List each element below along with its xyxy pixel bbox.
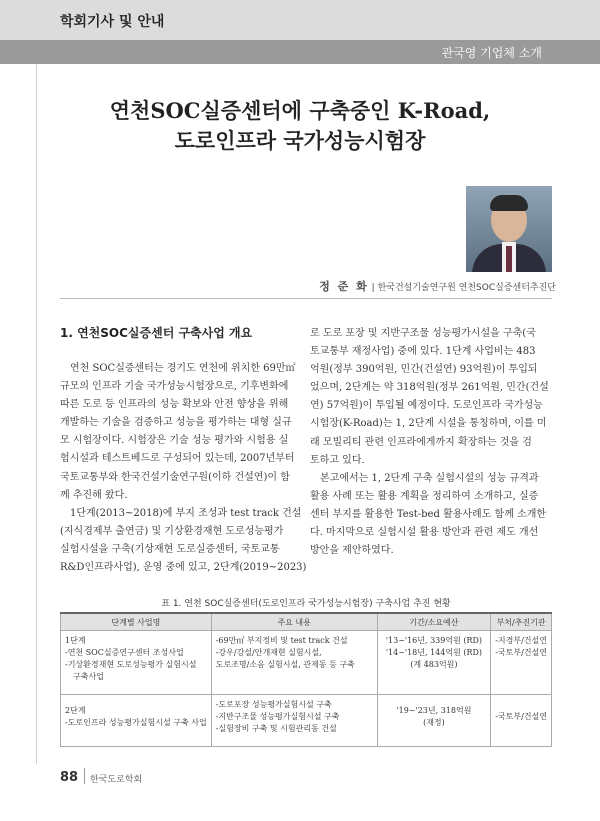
cell-line: '19~'23년, 318억원 xyxy=(396,706,472,715)
text-line: 국토교통부와 한국건설기술연구원(이하 건설연)이 함 xyxy=(60,471,290,483)
text-line: 실험시설을 구축(기상재현 도로실증센터, 국토교통 xyxy=(60,543,280,555)
cell-line: -도로인프라 성능평가실험시설 구축 사업 xyxy=(65,718,207,727)
cell-line: (재정) xyxy=(423,718,445,727)
subsection-label: 관국영 기업체 소개 xyxy=(441,46,542,60)
author-affiliation: 한국건설기술연구원 연천SOC실증센터추진단 xyxy=(377,283,556,293)
text-line: 1단계(2013~2018)에 부지 조성과 test track 건설 xyxy=(70,507,302,519)
page-number: 88 xyxy=(60,770,79,785)
cell-line: -연천 SOC실증연구센터 조성사업 xyxy=(65,648,184,657)
author-photo xyxy=(466,186,552,272)
text-line: 시험장(K-Road)는 1, 2단계 시설을 통칭하며, 이를 미 xyxy=(310,418,547,430)
text-line: 로 도로 포장 및 지반구조물 성능평가시설을 구축(국 xyxy=(310,328,536,339)
text-line: 본고에서는 1, 2단계 구축 실험시설의 성능 규격과 xyxy=(320,472,539,484)
author-byline xyxy=(319,278,556,294)
cell-line: -강우/강설/안개재현 실험시설, xyxy=(215,648,322,657)
cell-line: -지경부/건설연 xyxy=(495,636,547,645)
text-line: 따른 도로 등 인프라의 성능 확보와 안전 향상을 위해 xyxy=(60,399,289,411)
subsection-bar xyxy=(0,40,600,64)
text-line: 연) 57억원)이 투입될 예정이다. 도로인프라 국가성능 xyxy=(310,400,543,412)
cell-line: '14~'18년, 144억원 (RD) xyxy=(385,648,483,657)
body-column-right xyxy=(310,325,552,560)
cell-line: 도로조명/소음 실험시설, 관제동 등 구축 xyxy=(215,660,355,669)
byline-divider xyxy=(60,298,552,299)
text-line: 센터 부지를 활용한 Test-bed 활용사례도 함께 소개한 xyxy=(310,508,547,520)
cell-line: 1단계 xyxy=(65,636,86,645)
column-header: 단계별 사업명 xyxy=(61,613,212,631)
text-line: 모 시험장이다. 시험장은 기술 성능 평가와 시험용 실 xyxy=(60,435,289,447)
text-line: 억원(정부 390억원, 민간(건설연) 93억원)이 투입되 xyxy=(310,364,538,376)
column-header: 부처/추진기관 xyxy=(491,613,552,631)
footer-separator xyxy=(84,768,85,784)
table-cell-period xyxy=(377,631,491,695)
paragraph xyxy=(60,360,296,378)
cell-line: 2단계 xyxy=(65,706,86,715)
text-line: 었으며, 2단계는 약 318억원(정부 261억원, 민간(건설 xyxy=(310,382,549,394)
table-cell-content xyxy=(211,631,377,695)
text-line: 험시설과 테스트베드로 구성되어 있는데, 2007년부터 xyxy=(60,453,295,465)
article-title-line2: 도로인프라 국가성능시험장 xyxy=(174,128,426,153)
author-name: 정 준 화 xyxy=(319,280,369,293)
side-rule xyxy=(36,64,37,764)
table-header-row xyxy=(61,613,552,631)
cell-line: -국토부/건설연 xyxy=(495,648,547,657)
text-line: R&D인프라사업), 운영 중에 있고, 2단계(2019~2023) xyxy=(60,562,307,574)
project-status-table xyxy=(60,612,552,747)
text-line: 규모의 인프라 기술 국가성능시험장으로, 기후변화에 xyxy=(60,381,289,393)
text-line: 개발하는 기술을 검증하고 성능을 평가하는 대형 실규 xyxy=(60,417,292,429)
table-cell-project xyxy=(61,631,212,695)
photo-hair xyxy=(490,195,528,211)
table-cell-project xyxy=(61,695,212,747)
section-header-bar xyxy=(0,0,600,40)
text-line: 방안을 제안하였다. xyxy=(310,545,394,557)
text-line: (지식경제부 출연금) 및 기상환경재현 도로성능평가 xyxy=(60,525,284,537)
text-line: 연천 SOC실증센터는 경기도 연천에 위치한 69만㎡ xyxy=(70,363,296,374)
table-row xyxy=(61,631,552,695)
body-column-left xyxy=(60,360,307,577)
text-line: 다. 마지막으로 실험시설 활용 방안과 관련 제도 개선 xyxy=(310,527,539,539)
column-header: 주요 내용 xyxy=(211,613,377,631)
text-line: 래 모빌리티 관련 인프라에게까지 확장하는 것을 검 xyxy=(310,436,532,448)
cell-line: -국토부/건설연 xyxy=(495,712,547,721)
text-line: 활용 사례 또는 활용 계획을 정리하여 소개하고, 실증 xyxy=(310,490,539,502)
author-separator: | xyxy=(371,283,375,293)
column-header: 기간/소요예산 xyxy=(377,613,491,631)
paragraph xyxy=(310,470,552,488)
table-cell-content xyxy=(211,695,377,747)
cell-line: -도로포장 성능평가실험시설 구축 xyxy=(215,700,332,709)
cell-line: -기상환경재현 도로성능평가 실험시설 xyxy=(65,660,197,669)
cell-line: 구축사업 xyxy=(73,672,104,681)
table-caption: 표 1. 연천 SOC실증센터(도로인프라 국가성능시험장) 구축사업 추진 현황 xyxy=(161,599,451,609)
paragraph xyxy=(60,505,302,523)
table-cell-period xyxy=(377,695,491,747)
table-cell-agency xyxy=(491,695,552,747)
text-line: 께 추진해 왔다. xyxy=(60,489,128,501)
cell-line: -69만㎡ 부지정비 및 test track 건설 xyxy=(215,636,348,645)
table-cell-agency xyxy=(491,631,552,695)
section-title: 학회기사 및 안내 xyxy=(60,14,165,30)
article-title-line1: 연천SOC실증센터에 구축중인 K-Road, xyxy=(109,98,491,123)
section-heading: 1. 연천SOC실증센터 구축사업 개요 xyxy=(60,326,253,340)
cell-line: -실험장비 구축 및 시험관리동 건설 xyxy=(215,724,337,733)
cell-line: '13~'16년, 339억원 (RD) xyxy=(385,636,483,645)
cell-line: -지반구조물 성능평가실험시설 구축 xyxy=(215,712,340,721)
footer-organization: 한국도로학회 xyxy=(90,775,143,785)
cell-line: (계 483억원) xyxy=(410,660,458,669)
text-line: 토교통부 재정사업) 중에 있다. 1단계 사업비는 483 xyxy=(310,346,536,358)
table-row xyxy=(61,695,552,747)
text-line: 토하고 있다. xyxy=(310,454,365,466)
photo-tie xyxy=(506,246,512,272)
